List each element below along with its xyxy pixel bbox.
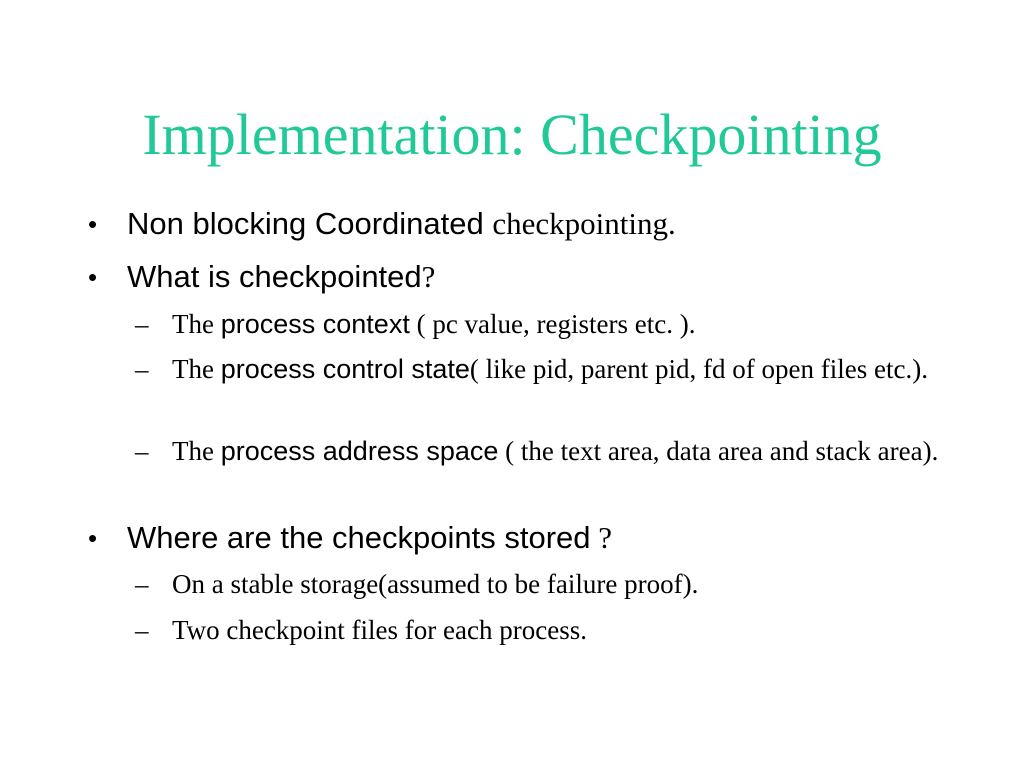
sub-bullet-item <box>135 566 942 603</box>
sub-bullet-text: On a stable storage(assumed to be failure proof). <box>172 569 699 599</box>
slide-title: Implementation: Checkpointing <box>142 102 882 167</box>
bullet-item <box>88 518 977 558</box>
bullet-text: Where are the checkpoints stored <box>127 520 591 555</box>
bullet-text: Non blocking Coordinated <box>127 206 493 241</box>
sub-bullet-item <box>135 433 942 470</box>
bullet-marker: • <box>88 209 98 239</box>
bullet-marker: • <box>88 262 98 292</box>
sub-bullet-marker: – <box>135 569 149 599</box>
bullet-item <box>88 257 977 297</box>
sub-bullet-text: ( pc value, registers etc. ). <box>409 309 696 339</box>
sub-bullet-text: process context <box>220 309 410 339</box>
sub-bullet-text: ( the text area, data area and stack area). <box>498 436 939 466</box>
sub-bullet-marker: – <box>135 436 149 466</box>
sub-bullet-item <box>135 351 942 388</box>
sub-bullet-text: process control state <box>220 354 470 384</box>
bullet-text: ? <box>590 520 613 555</box>
bullet-item <box>88 204 977 244</box>
sub-bullet-marker: – <box>135 354 149 384</box>
bullet-text: ? <box>421 259 436 294</box>
sub-bullet-marker: – <box>135 309 149 339</box>
sub-bullet-text: The <box>172 354 221 384</box>
bullet-marker: • <box>88 523 98 553</box>
bullet-text: checkpointing. <box>492 206 676 241</box>
sub-bullet-item <box>135 612 942 649</box>
bullet-text: What is checkpointed <box>127 259 422 294</box>
sub-bullet-text: process address space <box>220 436 499 466</box>
sub-bullet-marker: – <box>135 615 149 645</box>
sub-bullet-text: The <box>172 309 221 339</box>
sub-bullet-text: Two checkpoint files for each process. <box>172 615 587 645</box>
sub-bullet-text: ( like pid, parent pid, fd of open files etc.). <box>469 354 928 384</box>
sub-bullet-item <box>135 306 942 343</box>
sub-bullet-text: The <box>172 436 221 466</box>
